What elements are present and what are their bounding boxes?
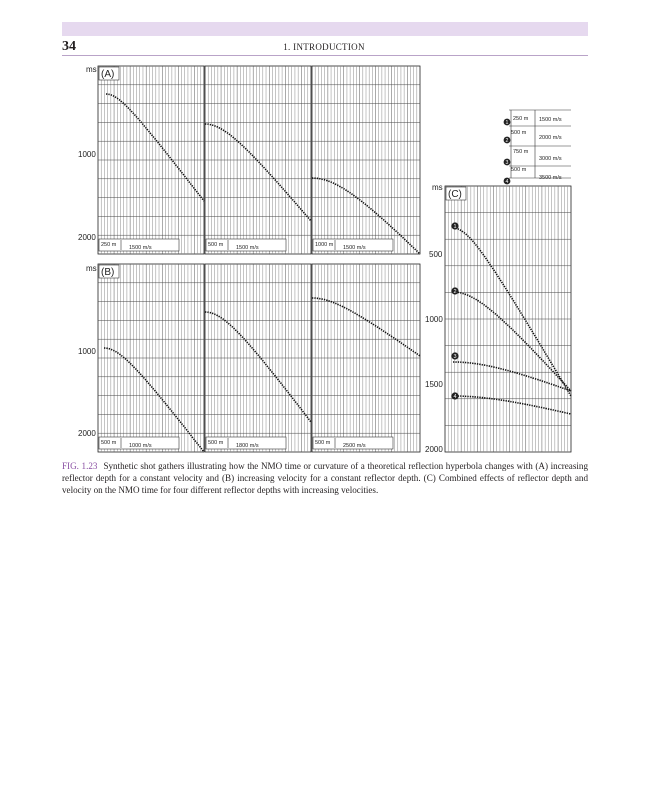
layer-2-thickness: 500 m xyxy=(511,130,527,136)
gather-a-1-annotation-depth: 250 m xyxy=(101,242,117,248)
model-reflector-2 xyxy=(504,137,511,144)
model-reflector-1 xyxy=(504,119,511,126)
panel-c-ytick-2000: 2000 xyxy=(425,445,443,454)
gather-b-2-annotation xyxy=(206,437,286,449)
caption-label: FIG. 1.23 xyxy=(62,461,98,471)
gather-b-1-annotation xyxy=(99,437,179,449)
gather-a-2-annotation-depth: 500 m xyxy=(208,242,224,248)
svg-text:1: 1 xyxy=(453,224,457,231)
gather-c xyxy=(445,186,571,452)
running-head: 1. INTRODUCTION xyxy=(283,42,365,52)
panel-c xyxy=(425,110,571,454)
model-reflector-3 xyxy=(504,159,511,166)
layer-5-velocity: 3500 m/s xyxy=(539,175,562,181)
panel-a-label: (A) xyxy=(101,69,115,80)
panel-c-ytick-500: 500 xyxy=(429,250,443,259)
gather-a-1-annotation-velocity: 1500 m/s xyxy=(129,245,152,251)
layer-2-velocity: 2000 m/s xyxy=(539,135,562,141)
layer-1-velocity: 1500 m/s xyxy=(539,117,562,123)
layer-3-thickness: 750 m xyxy=(513,149,529,155)
panel-a-ytick-1000: 1000 xyxy=(78,150,96,159)
panel-b xyxy=(78,264,420,452)
gather-a-3-annotation-velocity: 1500 m/s xyxy=(343,245,366,251)
model-reflector-4 xyxy=(504,178,511,185)
panel-a-ytick-2000: 2000 xyxy=(78,233,96,242)
layer-4-thickness: 500 m xyxy=(511,167,527,173)
panel-b-unit: ms xyxy=(86,264,97,273)
gather-a-2-annotation xyxy=(206,239,286,251)
panel-a xyxy=(78,65,420,254)
panel-b-ytick-1000: 1000 xyxy=(78,347,96,356)
gather-a-1-annotation xyxy=(99,239,179,251)
gather-b-3-annotation-velocity: 2500 m/s xyxy=(343,443,366,449)
svg-text:2: 2 xyxy=(505,138,509,144)
svg-text:4: 4 xyxy=(505,179,509,185)
gather-b-1 xyxy=(98,264,204,452)
svg-text:1: 1 xyxy=(505,120,509,126)
gather-b-3-annotation xyxy=(313,437,393,449)
gather-a-3-annotation-depth: 1000 m xyxy=(315,242,334,248)
svg-text:2: 2 xyxy=(453,289,457,296)
layer-1-thickness: 250 m xyxy=(513,116,529,122)
gather-b-3 xyxy=(312,264,420,452)
gather-a-1 xyxy=(98,66,204,254)
svg-text:4: 4 xyxy=(453,394,457,401)
gather-b-3-annotation-depth: 500 m xyxy=(315,440,331,446)
page-number: 34 xyxy=(62,39,76,54)
gather-b-2-annotation-velocity: 1800 m/s xyxy=(236,443,259,449)
panel-b-label: (B) xyxy=(101,267,115,278)
figure-caption xyxy=(62,460,588,496)
gather-b-2-annotation-depth: 500 m xyxy=(208,440,224,446)
svg-text:3: 3 xyxy=(453,354,457,361)
gather-b-2 xyxy=(205,264,311,452)
velocity-model xyxy=(504,110,571,185)
layer-4-velocity: 3000 m/s xyxy=(539,156,562,162)
gather-a-3-annotation xyxy=(313,239,393,251)
panel-b-ytick-2000: 2000 xyxy=(78,429,96,438)
panel-c-ytick-1500: 1500 xyxy=(425,380,443,389)
panel-c-unit: ms xyxy=(432,183,443,192)
gather-b-1-annotation-depth: 500 m xyxy=(101,440,117,446)
panel-c-label: (C) xyxy=(448,189,462,200)
gather-a-3 xyxy=(312,66,420,254)
panel-a-unit: ms xyxy=(86,65,97,74)
svg-text:3: 3 xyxy=(505,160,509,166)
gather-a-2-annotation-velocity: 1500 m/s xyxy=(236,245,259,251)
panel-c-ytick-1000: 1000 xyxy=(425,315,443,324)
gather-a-2 xyxy=(205,66,311,254)
gather-b-1-annotation-velocity: 1000 m/s xyxy=(129,443,152,449)
caption-text: Synthetic shot gathers illustrating how the NMO time or curvature of a theoretical reflection hyperbola changes with (A) increasing reflector depth for a constant velocity and (B) increasing velocity for a constant reflector depth. (C) Combined effects of reflector depth and velocity on the NMO time for four different reflector depths with increasing velocities. xyxy=(62,461,588,495)
